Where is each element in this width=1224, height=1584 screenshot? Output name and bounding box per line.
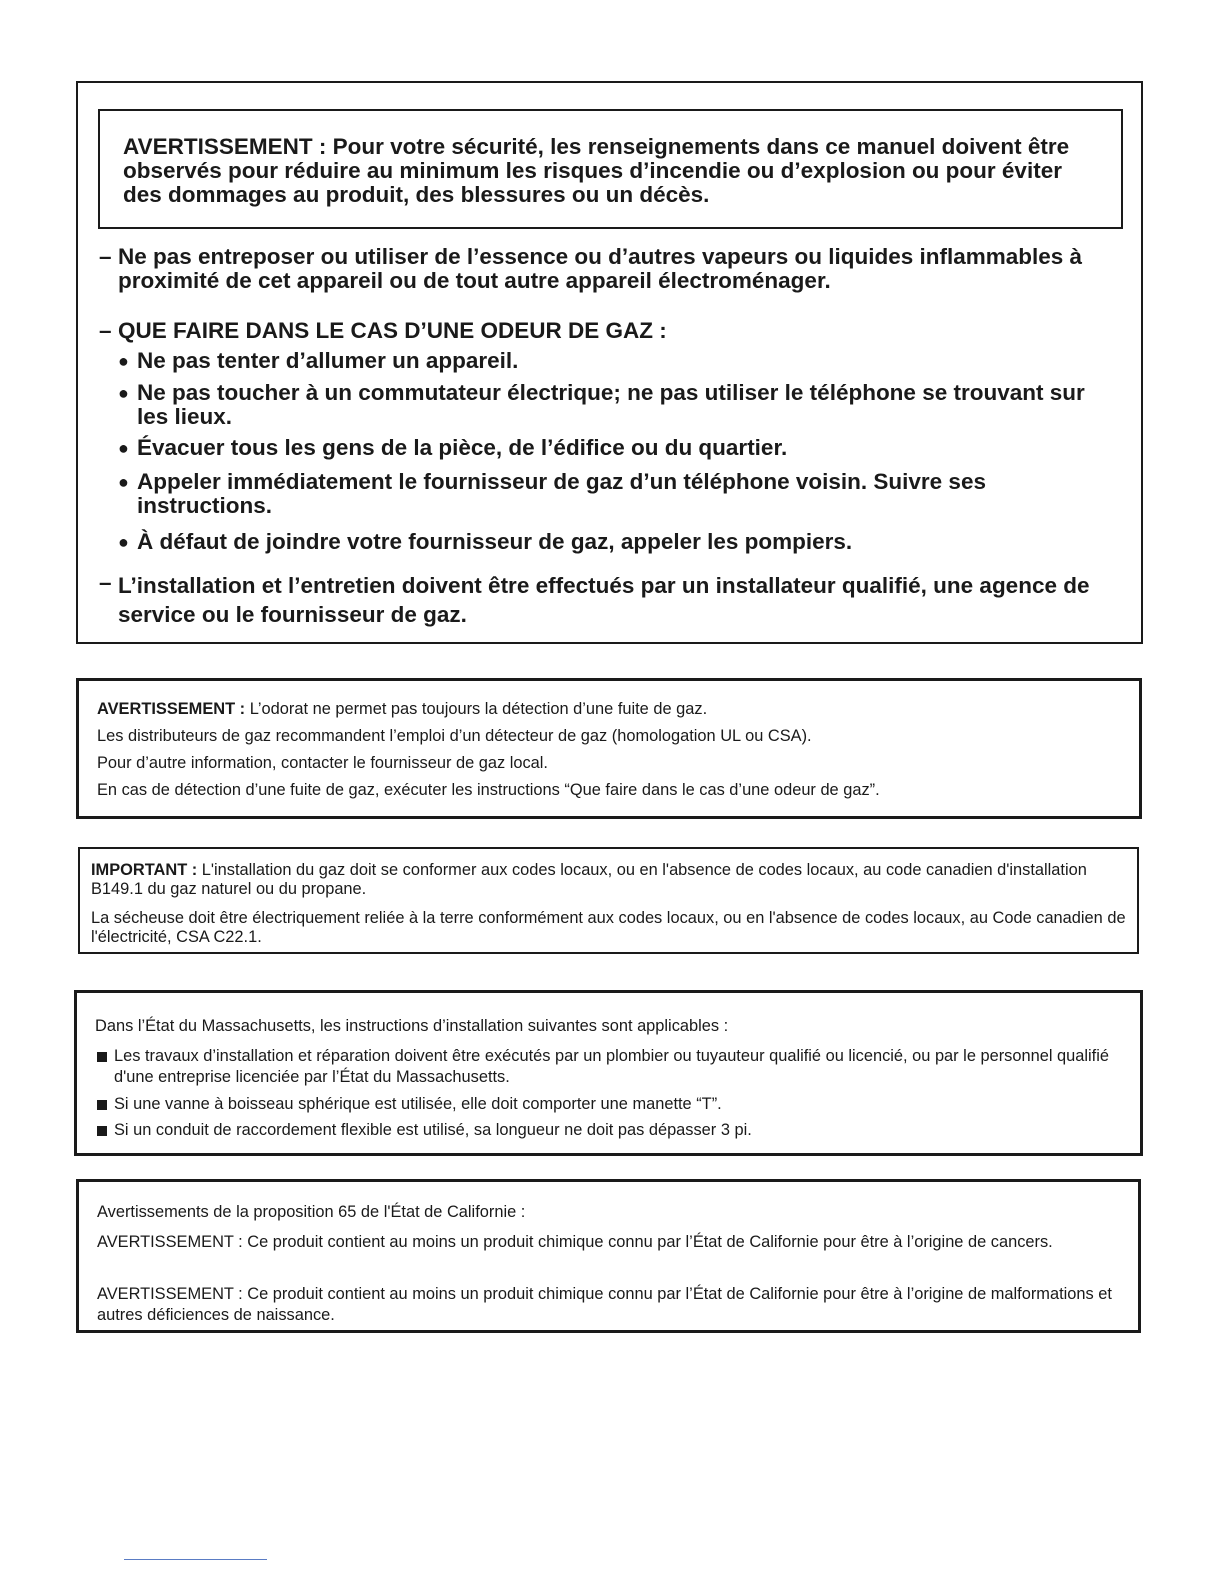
bullet-icon: ● (118, 532, 129, 552)
bullet-icon: ● (118, 438, 129, 458)
odor-step (118, 349, 1118, 373)
gas-odor-heading-text: QUE FAIRE DANS LE CAS D’UNE ODEUR DE GAZ : (118, 318, 667, 343)
square-bullet-icon (97, 1052, 107, 1062)
safety-header-box (98, 109, 1123, 229)
footer-divider (124, 1559, 267, 1560)
odor-step (118, 470, 1118, 518)
bullet-icon: ● (118, 383, 129, 403)
massachusetts-item-text: Si une vanne à boisseau sphérique est utilisée, elle doit comporter une manette “T”. (114, 1095, 722, 1113)
massachusetts-box (74, 990, 1143, 1156)
bullet-icon: ● (118, 351, 129, 371)
storage-warning (99, 245, 1119, 293)
dash-marker: – (99, 244, 112, 269)
odor-step-text: Ne pas toucher à un commutateur électrique; ne pas utiliser le téléphone se trouvant sur les lieux. (137, 380, 1085, 429)
california-prop65-box (76, 1179, 1141, 1333)
california-intro: Avertissements de la proposition 65 de l'État de Californie : (97, 1203, 526, 1221)
dash-marker: – (99, 570, 112, 595)
square-bullet-icon (97, 1100, 107, 1110)
bullet-icon: ● (118, 472, 129, 492)
california-warning-2: AVERTISSEMENT : Ce produit contient au moins un produit chimique connu par l’État de Californie pour être à l’origine de malformations et autres déficiences de naissance. (97, 1285, 1112, 1324)
important-para-2: La sécheuse doit être électriquement reliée à la terre conformément aux codes locaux, ou en l'absence de codes locaux, au Code canadien de l'électricité, CSA C22.1. (91, 909, 1126, 946)
massachusetts-item (97, 1094, 1126, 1115)
safety-header-text: AVERTISSEMENT : Pour votre sécurité, les renseignements dans ce manuel doivent être observés pour réduire au minimum les risques d’incendie ou d’explosion ou pour éviter des dommages au produit, des blessures ou un décès. (123, 134, 1070, 207)
odor-step-text: Ne pas tenter d’allumer un appareil. (137, 348, 519, 373)
important-para-1: IMPORTANT : L'installation du gaz doit se conformer aux codes locaux, ou en l'absence de codes locaux, au code canadien d'installation B149.1 du gaz naturel ou du propane. (91, 861, 1087, 898)
california-warning-1: AVERTISSEMENT : Ce produit contient au moins un produit chimique connu par l’État de Californie pour être à l’origine de cancers. (97, 1233, 1053, 1251)
odor-line-3: Pour d’autre information, contacter le fournisseur de gaz local. (97, 754, 548, 772)
odor-step (118, 436, 1118, 460)
massachusetts-item-text: Les travaux d’installation et réparation doivent être exécutés par un plombier ou tuyauteur qualifié ou licencié, ou par le personnel qualifié d'une entreprise licenciée par l’État du Massachusetts. (114, 1047, 1109, 1086)
important-box (78, 847, 1139, 954)
square-bullet-icon (97, 1126, 107, 1136)
dash-marker: – (99, 318, 112, 343)
odor-step (118, 381, 1118, 429)
odor-line-2: Les distributeurs de gaz recommandent l’emploi d’un détecteur de gaz (homologation UL ou CSA). (97, 727, 812, 745)
storage-warning-text: Ne pas entreposer ou utiliser de l’essence ou d’autres vapeurs ou liquides inflammables à proximité de cet appareil ou de tout autre appareil électroménager. (118, 244, 1083, 293)
warning-label: AVERTISSEMENT : (97, 700, 246, 718)
installation-warning (99, 571, 1119, 629)
massachusetts-item-text: Si un conduit de raccordement flexible est utilisé, sa longueur ne doit pas dépasser 3 pi. (114, 1121, 752, 1139)
gas-safety-warning-box (76, 81, 1143, 644)
massachusetts-item (97, 1046, 1126, 1088)
odor-line-1: AVERTISSEMENT : L’odorat ne permet pas toujours la détection d’une fuite de gaz. (97, 700, 708, 718)
important-label: IMPORTANT : (91, 861, 198, 879)
odor-step-text: À défaut de joindre votre fournisseur de gaz, appeler les pompiers. (137, 529, 853, 554)
odor-step-text: Appeler immédiatement le fournisseur de gaz d’un téléphone voisin. Suivre ses instructions. (137, 469, 986, 518)
odor-line-4: En cas de détection d’une fuite de gaz, exécuter les instructions “Que faire dans le cas d’une odeur de gaz”. (97, 781, 880, 799)
massachusetts-intro: Dans l’État du Massachusetts, les instructions d’installation suivantes sont applicables : (95, 1017, 729, 1035)
gas-odor-heading (99, 319, 1119, 343)
odor-detection-box (76, 678, 1142, 819)
odor-step-text: Évacuer tous les gens de la pièce, de l’édifice ou du quartier. (137, 435, 788, 460)
massachusetts-item (97, 1120, 1126, 1141)
odor-step (118, 530, 1118, 554)
installation-warning-text: L’installation et l’entretien doivent être effectués par un installateur qualifié, une agence de service ou le fournisseur de gaz. (118, 573, 1090, 627)
